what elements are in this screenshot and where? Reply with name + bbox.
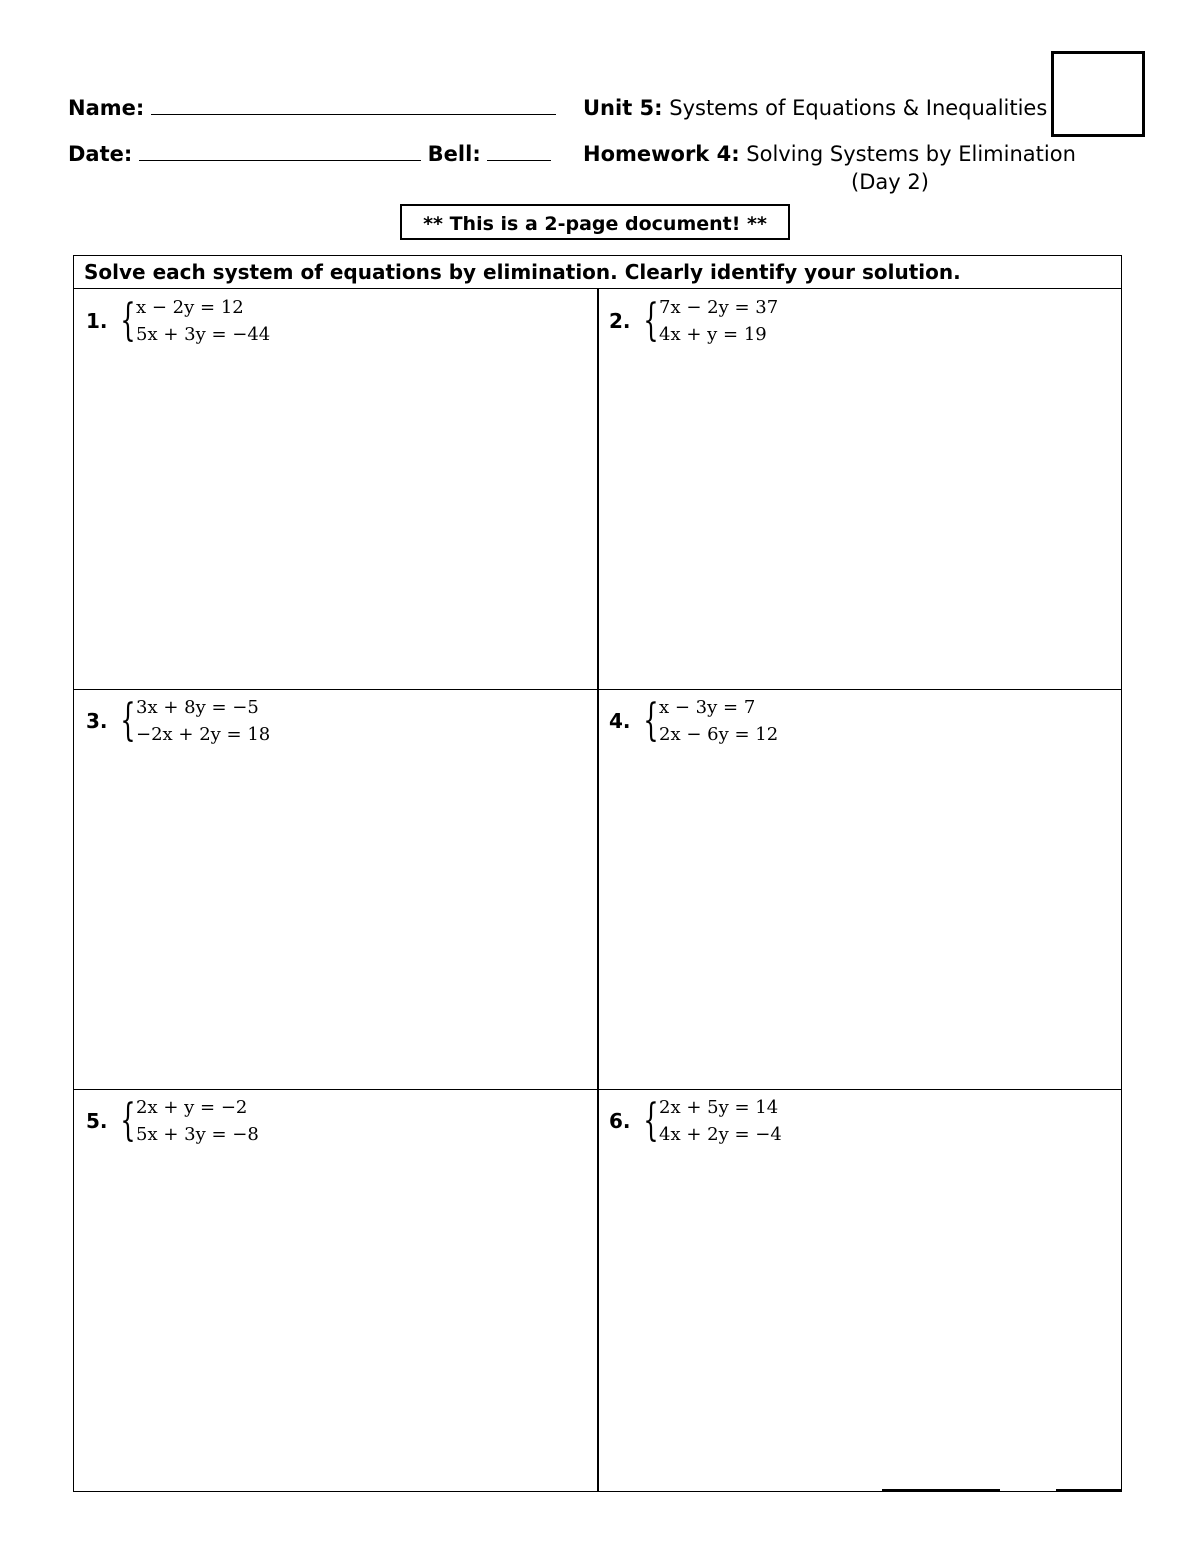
problem-number: 1. — [86, 309, 108, 333]
problem-number: 6. — [609, 1109, 631, 1133]
equation: 5x + 3y = −44 — [136, 324, 271, 345]
equation: 7x − 2y = 37 — [659, 297, 779, 318]
equation: x − 2y = 12 — [136, 297, 244, 318]
brace-icon: { — [120, 695, 136, 746]
brace-icon: { — [643, 295, 659, 346]
homework-heading — [583, 142, 1076, 166]
unit-label: Unit 5: — [583, 96, 663, 120]
instructions: Solve each system of equations by elimination. Clearly identify your solution. — [74, 256, 1121, 289]
name-label: Name: — [68, 96, 145, 120]
equation-system — [136, 694, 270, 748]
homework-day: (Day 2) — [851, 170, 929, 194]
equation-system — [136, 1094, 259, 1148]
problem-6 — [609, 1094, 782, 1148]
problem-number: 2. — [609, 309, 631, 333]
row-divider — [74, 689, 1121, 690]
problem-5 — [86, 1094, 259, 1148]
date-bell-field — [68, 142, 551, 166]
problem-grid — [73, 255, 1122, 1492]
grade-box — [1051, 51, 1145, 137]
homework-title: Solving Systems by Elimination — [746, 142, 1076, 166]
unit-title: Systems of Equations & Inequalities — [669, 96, 1048, 120]
equation: 2x − 6y = 12 — [659, 724, 779, 745]
problem-2 — [609, 294, 778, 348]
column-divider — [597, 289, 599, 1491]
equation-system — [659, 1094, 782, 1148]
date-label: Date: — [68, 142, 133, 166]
row-divider — [74, 1089, 1121, 1090]
equation: 5x + 3y = −8 — [136, 1124, 259, 1145]
problem-4 — [609, 694, 778, 748]
bell-label: Bell: — [427, 142, 481, 166]
bell-blank[interactable] — [487, 142, 551, 161]
equation: 3x + 8y = −5 — [136, 697, 259, 718]
equation: 4x + 2y = −4 — [659, 1124, 782, 1145]
two-page-notice: ** This is a 2-page document! ** — [400, 204, 790, 240]
equation: x − 3y = 7 — [659, 697, 756, 718]
brace-icon: { — [643, 1095, 659, 1146]
bottom-rule — [1056, 1489, 1122, 1491]
brace-icon: { — [643, 695, 659, 746]
brace-icon: { — [120, 295, 136, 346]
equation: −2x + 2y = 18 — [136, 724, 271, 745]
problem-number: 3. — [86, 709, 108, 733]
equation: 2x + y = −2 — [136, 1097, 248, 1118]
date-blank[interactable] — [139, 142, 421, 161]
equation-system — [659, 294, 778, 348]
equation-system — [659, 694, 778, 748]
brace-icon: { — [120, 1095, 136, 1146]
problem-1 — [86, 294, 270, 348]
equation: 4x + y = 19 — [659, 324, 767, 345]
name-field — [68, 96, 556, 120]
homework-label: Homework 4: — [583, 142, 740, 166]
equation-system — [136, 294, 270, 348]
bottom-rule — [882, 1489, 1000, 1491]
problem-number: 4. — [609, 709, 631, 733]
equation: 2x + 5y = 14 — [659, 1097, 779, 1118]
problem-number: 5. — [86, 1109, 108, 1133]
name-blank[interactable] — [151, 96, 556, 115]
unit-heading — [583, 96, 1047, 120]
problem-3 — [86, 694, 270, 748]
